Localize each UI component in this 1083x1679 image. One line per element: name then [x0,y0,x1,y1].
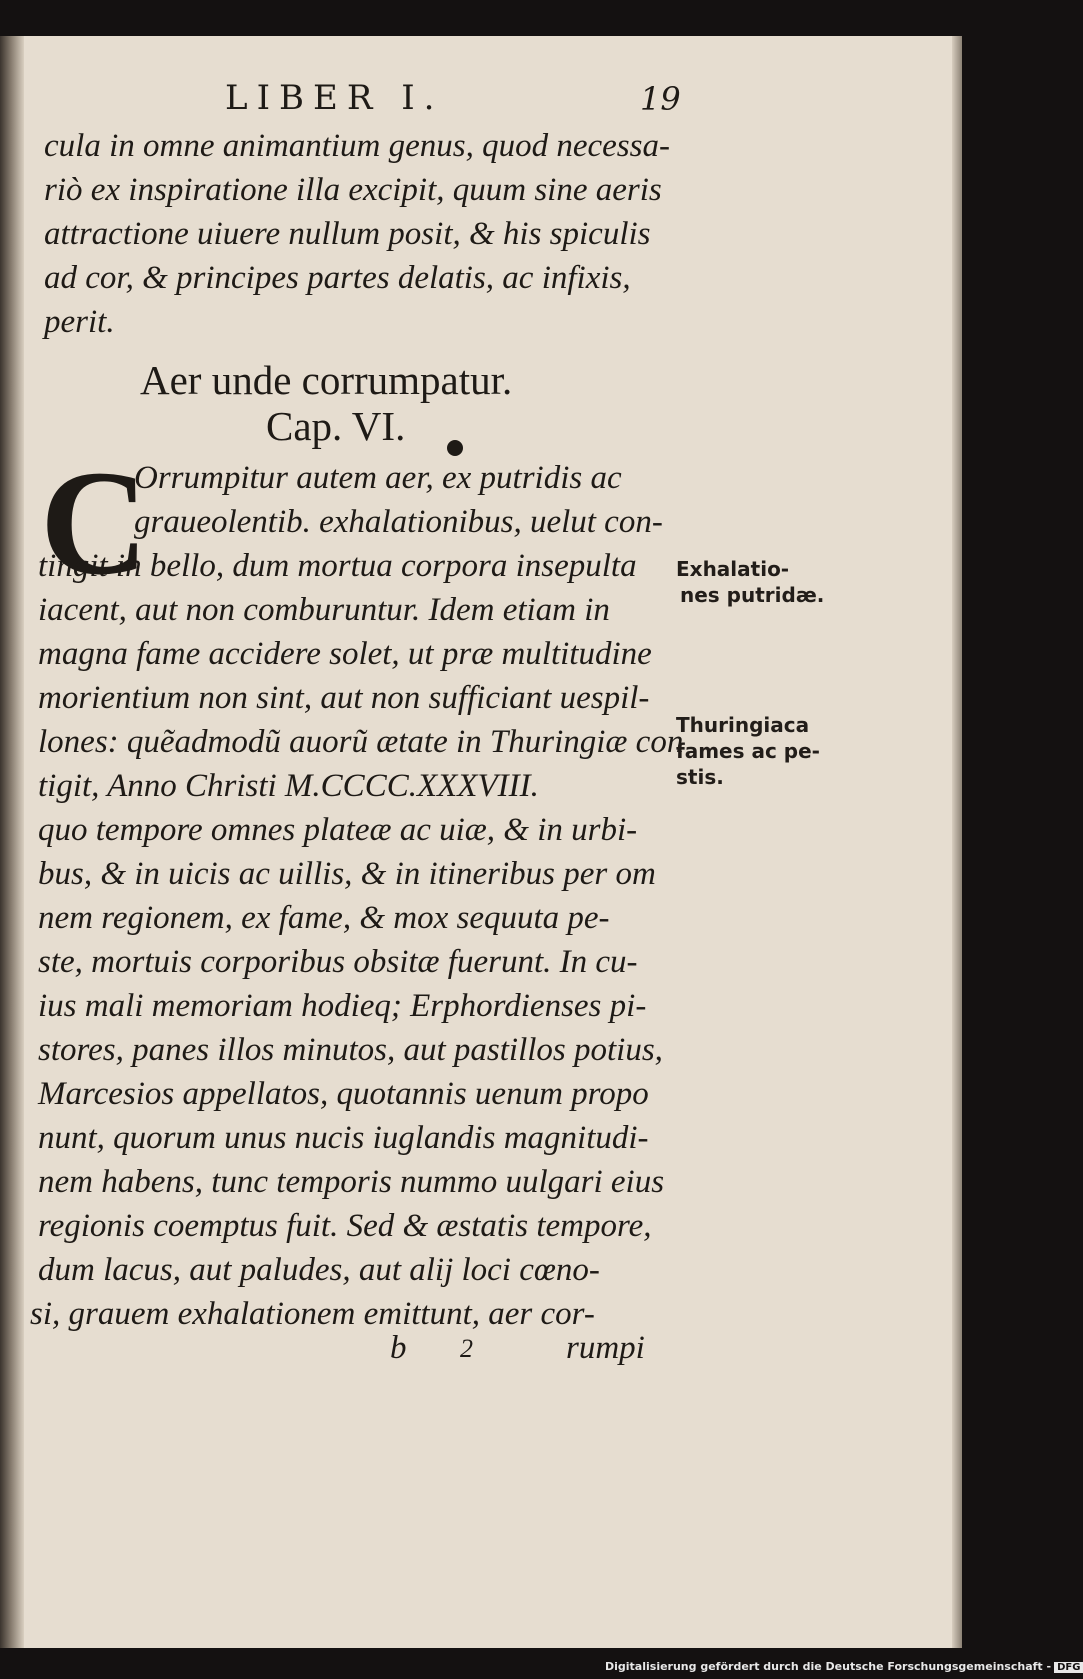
text-line: Orrumpitur autem aer, ex putridis ac [134,460,622,496]
marginal-note-line: Exhalatio- [676,557,790,581]
text-line: morientium non sint, aut non sufficiant uespil- [38,680,650,716]
dfg-logo: DFG [1054,1662,1083,1673]
signature-number: 2 [460,1334,473,1363]
text-line: dum lacus, aut paludes, aut alij loci cœno- [38,1252,600,1288]
text-line: ius mali memoriam hodieq; Erphordienses pi- [38,988,647,1024]
catchword: rumpi [566,1330,645,1366]
ink-dot [447,440,463,456]
text-line: nunt, quorum unus nucis iuglandis magnitudi- [38,1120,649,1156]
text-line: stores, panes illos minutos, aut pastillos potius, [38,1032,663,1068]
text-line: cula in omne animantium genus, quod necessa- [44,128,670,164]
text-line: bus, & in uicis ac uillis, & in itineribus per om [38,856,656,892]
text-line: ste, mortuis corporibus obsitæ fuerunt. In cu- [38,944,638,980]
page-number: 19 [640,80,681,118]
drop-cap: C [40,440,149,606]
text-line: attractione uiuere nullum posit, & his spiculis [44,216,651,252]
text-line: riò ex inspiratione illa excipit, quum sine aeris [44,172,662,208]
text-line: lones: quẽadmodũ auorũ ætate in Thuringiæ con [38,724,684,760]
signature-mark: b [390,1330,407,1366]
text-line: nem regionem, ex fame, & mox sequuta pe- [38,900,610,936]
marginal-note-thuringiaca [676,712,820,790]
text-line: perit. [44,304,115,340]
digitization-footer [605,1660,1083,1673]
footer-text: Digitalisierung gefördert durch die Deutsche Forschungsgemeinschaft - [605,1660,1052,1673]
running-head: LIBER I. [225,78,444,118]
text-line: Marcesios appellatos, quotannis uenum propo [38,1076,649,1112]
text-line: regionis coemptus fuit. Sed & æstatis tempore, [38,1208,652,1244]
text-line: si, grauem exhalationem emittunt, aer cor- [30,1296,595,1332]
text-line: graueolentib. exhalationibus, uelut con- [134,504,663,540]
text-line: quo tempore omnes plateæ ac uiæ, & in urbi- [38,812,638,848]
marginal-note-line: nes putridæ. [680,583,825,607]
text-line: iacent, aut non comburuntur. Idem etiam in [38,592,610,628]
text-line: magna fame accidere solet, ut præ multitudine [38,636,652,672]
marginal-note-exhalationes [676,556,824,608]
text-line: ad cor, & principes partes delatis, ac infixis, [44,260,631,296]
marginal-note-line: Thuringiaca [676,713,810,737]
chapter-number: Cap. VI. [266,403,406,449]
text-line: nem habens, tunc temporis nummo uulgari eius [38,1164,665,1200]
marginal-note-line: stis. [676,765,724,789]
text-line: tigit, Anno Christi M.CCCC.XXXVIII. [38,768,539,804]
chapter-title: Aer unde corrumpatur. [140,357,513,403]
text-line: tingit in bello, dum mortua corpora insepulta [38,548,637,584]
marginal-note-line: fames ac pe- [676,739,820,763]
